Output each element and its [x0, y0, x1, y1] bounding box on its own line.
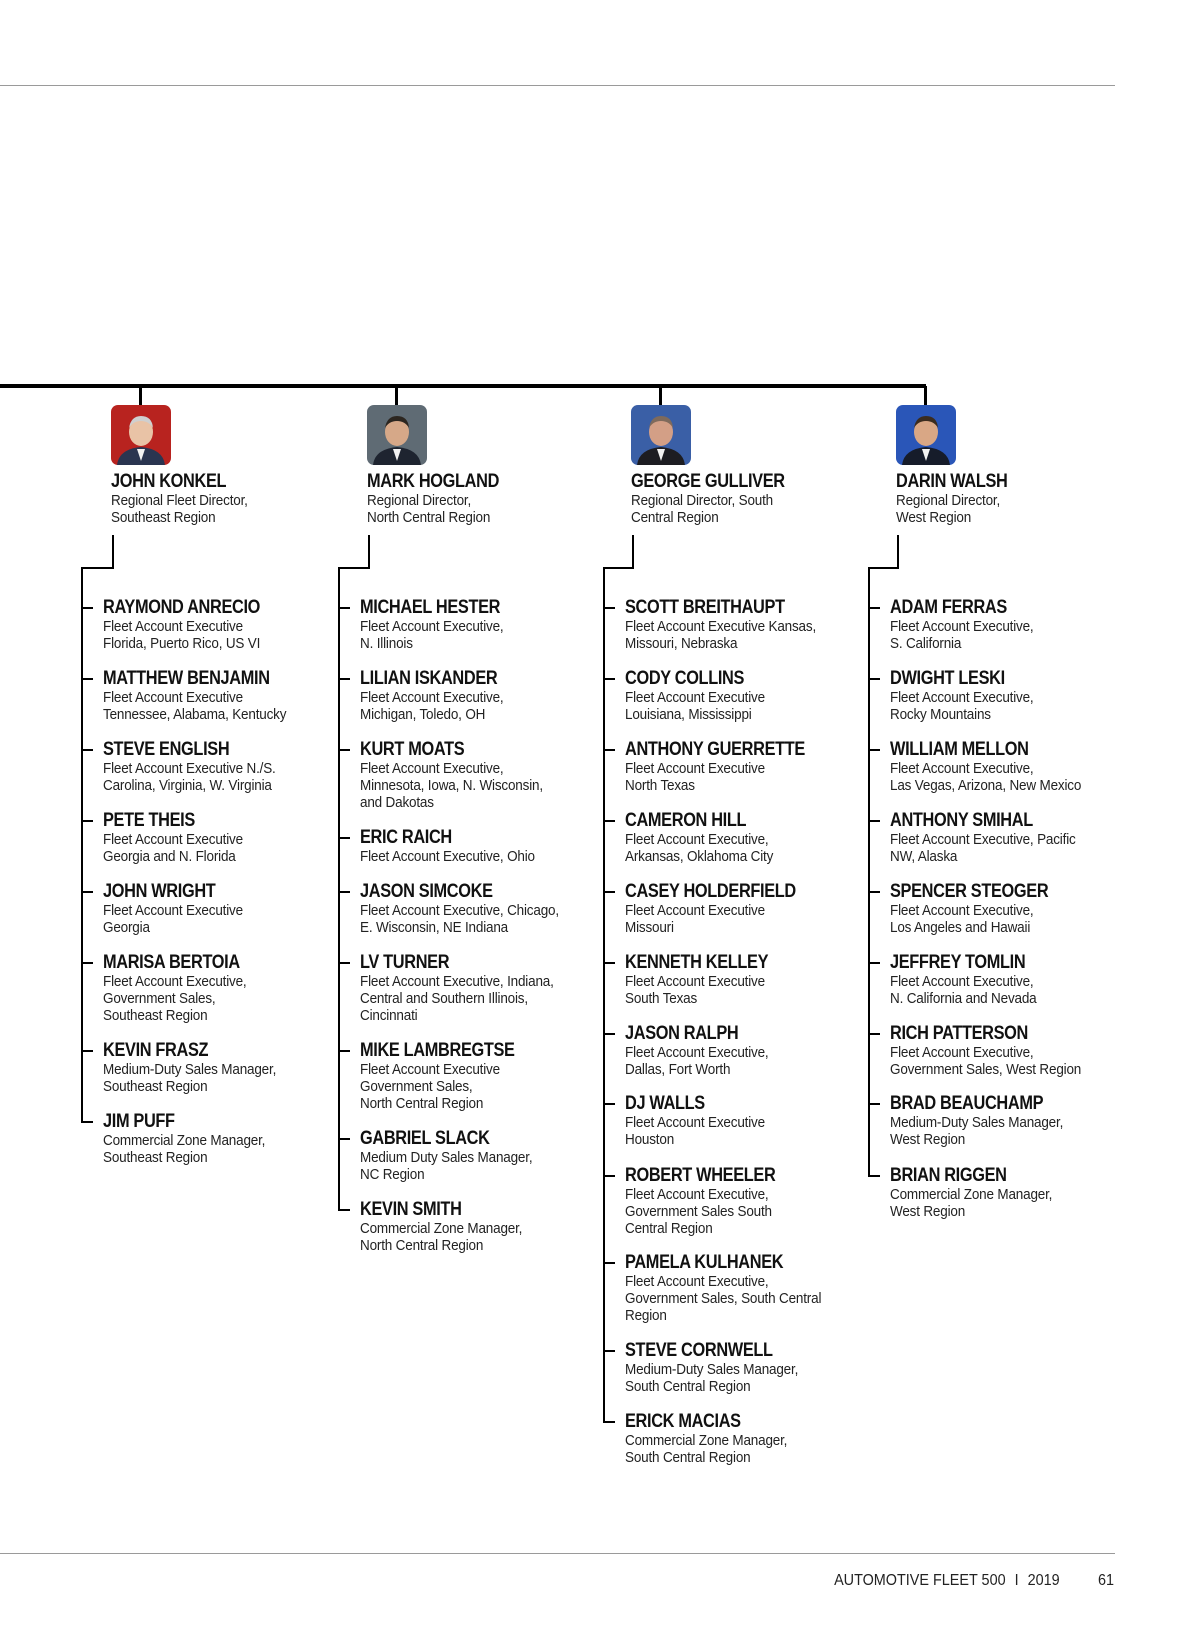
member-item: [625, 1166, 885, 1237]
member-name: ANTHONY SMIHAL: [890, 810, 1033, 831]
member-title: Fleet Account Executive, Indiana, Central and Southern Illinois, Cincinnati: [360, 973, 554, 1024]
director-block: [367, 472, 587, 526]
member-name: JEFFREY TOMLIN: [890, 952, 1026, 973]
member-tick: [338, 1138, 350, 1140]
member-tick: [338, 1050, 350, 1052]
member-name: DJ WALLS: [625, 1093, 705, 1114]
member-name: BRAD BEAUCHAMP: [890, 1093, 1044, 1114]
member-item: [103, 598, 363, 652]
member-title: Fleet Account Executive Government Sales, North Central Region: [360, 1061, 500, 1112]
footer-separator: I: [1014, 1572, 1019, 1589]
member-tick: [603, 820, 615, 822]
member-item: [625, 1024, 885, 1078]
member-title: Commercial Zone Manager, South Central Region: [625, 1432, 788, 1466]
member-title: Fleet Account Executive, Government Sales, Southeast Region: [103, 973, 247, 1024]
member-tick: [603, 962, 615, 964]
director-block: [896, 472, 1116, 526]
member-name: LV TURNER: [360, 952, 450, 973]
director-photo: [896, 405, 956, 465]
member-name: ERICK MACIAS: [625, 1411, 741, 1432]
connector-elbow-0: [81, 567, 114, 569]
member-tick: [603, 1421, 615, 1423]
director-stem-2: [659, 386, 662, 406]
member-item: [103, 669, 363, 723]
director-photo: [111, 405, 171, 465]
member-name: DWIGHT LESKI: [890, 668, 1005, 689]
member-item: [890, 953, 1150, 1007]
member-title: Medium Duty Sales Manager, NC Region: [360, 1149, 533, 1183]
member-name: WILLIAM MELLON: [890, 739, 1029, 760]
member-item: [360, 669, 620, 723]
member-name: LILIAN ISKANDER: [360, 668, 498, 689]
member-title: Fleet Account Executive, Dallas, Fort Worth: [625, 1044, 769, 1078]
page-number: 61: [1098, 1572, 1115, 1589]
member-item: [360, 953, 620, 1024]
member-name: STEVE ENGLISH: [103, 739, 230, 760]
member-item: [625, 1253, 885, 1324]
member-name: BRIAN RIGGEN: [890, 1165, 1007, 1186]
member-spine-0: [81, 567, 83, 1122]
member-name: CASEY HOLDERFIELD: [625, 881, 796, 902]
member-title: Fleet Account Executive Georgia: [103, 902, 243, 936]
member-title: Fleet Account Executive, Michigan, Toledo, OH: [360, 689, 504, 723]
member-item: [625, 740, 885, 794]
member-name: SPENCER STEOGER: [890, 881, 1049, 902]
member-title: Fleet Account Executive, Ohio: [360, 848, 535, 865]
footer-publication: AUTOMOTIVE FLEET 500: [834, 1572, 1006, 1589]
director-connector-1: [368, 535, 370, 569]
member-tick: [81, 891, 93, 893]
footer: [834, 1572, 1060, 1590]
member-tick: [603, 1033, 615, 1035]
bottom-rule: [0, 1553, 1115, 1554]
member-tick: [338, 607, 350, 609]
footer-year: 2019: [1027, 1572, 1060, 1589]
member-item: [890, 598, 1150, 652]
member-tick: [81, 1121, 93, 1123]
member-item: [103, 953, 363, 1024]
member-name: GABRIEL SLACK: [360, 1128, 490, 1149]
member-item: [625, 1341, 885, 1395]
member-title: Fleet Account Executive Houston: [625, 1114, 765, 1148]
member-tick: [868, 1175, 880, 1177]
member-title: Fleet Account Executive N./S. Carolina, Virginia, W. Virginia: [103, 760, 276, 794]
member-item: [625, 1094, 885, 1148]
member-title: Medium-Duty Sales Manager, Southeast Region: [103, 1061, 277, 1095]
member-spine-2: [603, 567, 605, 1422]
member-title: Fleet Account Executive, Chicago, E. Wisconsin, NE Indiana: [360, 902, 559, 936]
member-item: [625, 953, 885, 1007]
director-title: Regional Director, South Central Region: [631, 492, 774, 526]
member-title: Fleet Account Executive, Los Angeles and Hawaii: [890, 902, 1034, 936]
member-item: [625, 1412, 885, 1466]
member-item: [890, 1024, 1150, 1078]
member-tick: [338, 1209, 350, 1211]
member-name: JOHN WRIGHT: [103, 881, 216, 902]
member-tick: [338, 837, 350, 839]
member-name: PETE THEIS: [103, 810, 195, 831]
top-rule: [0, 85, 1115, 86]
member-item: [890, 1094, 1150, 1148]
member-title: Fleet Account Executive Missouri: [625, 902, 765, 936]
member-title: Fleet Account Executive Georgia and N. Florida: [103, 831, 243, 865]
member-item: [360, 1129, 620, 1183]
member-name: RICH PATTERSON: [890, 1023, 1029, 1044]
member-item: [103, 1041, 363, 1095]
member-title: Fleet Account Executive, N. Illinois: [360, 618, 504, 652]
connector-elbow-3: [868, 567, 899, 569]
member-name: ERIC RAICH: [360, 827, 452, 848]
member-title: Fleet Account Executive, Government Sales South Central Region: [625, 1186, 772, 1237]
member-item: [360, 882, 620, 936]
member-tick: [868, 891, 880, 893]
member-title: Commercial Zone Manager, West Region: [890, 1186, 1053, 1220]
member-tick: [868, 607, 880, 609]
director-title: Regional Director, North Central Region: [367, 492, 491, 526]
connector-elbow-1: [338, 567, 370, 569]
member-name: MIKE LAMBREGTSE: [360, 1040, 515, 1061]
member-name: ADAM FERRAS: [890, 597, 1007, 618]
member-tick: [81, 607, 93, 609]
member-name: CODY COLLINS: [625, 668, 745, 689]
member-item: [103, 740, 363, 794]
member-item: [103, 811, 363, 865]
member-item: [360, 740, 620, 811]
member-name: ANTHONY GUERRETTE: [625, 739, 805, 760]
member-name: SCOTT BREITHAUPT: [625, 597, 785, 618]
member-title: Medium-Duty Sales Manager, West Region: [890, 1114, 1064, 1148]
member-item: [890, 669, 1150, 723]
member-item: [890, 882, 1150, 936]
member-item: [625, 811, 885, 865]
member-item: [360, 828, 620, 865]
member-spine-1: [338, 567, 340, 1210]
member-title: Fleet Account Executive, Government Sales, West Region: [890, 1044, 1082, 1078]
director-stem-1: [395, 386, 398, 406]
member-name: RAYMOND ANRECIO: [103, 597, 261, 618]
director-connector-3: [897, 535, 899, 569]
director-name: JOHN KONKEL: [111, 471, 227, 492]
member-item: [103, 882, 363, 936]
member-tick: [603, 1175, 615, 1177]
member-title: Fleet Account Executive, Arkansas, Oklahoma City: [625, 831, 774, 865]
director-stem-3: [924, 386, 927, 406]
member-tick: [81, 820, 93, 822]
member-tick: [81, 962, 93, 964]
director-name: GEORGE GULLIVER: [631, 471, 785, 492]
member-title: Fleet Account Executive, S. California: [890, 618, 1034, 652]
member-item: [625, 882, 885, 936]
member-tick: [603, 749, 615, 751]
member-tick: [868, 962, 880, 964]
member-name: ROBERT WHEELER: [625, 1165, 776, 1186]
member-item: [890, 811, 1150, 865]
member-tick: [338, 678, 350, 680]
member-item: [360, 598, 620, 652]
member-tick: [868, 1103, 880, 1105]
member-title: Fleet Account Executive, Government Sales, South Central Region: [625, 1273, 822, 1324]
director-name: DARIN WALSH: [896, 471, 1008, 492]
member-name: KENNETH KELLEY: [625, 952, 769, 973]
member-tick: [603, 1262, 615, 1264]
member-tick: [603, 1103, 615, 1105]
member-tick: [81, 749, 93, 751]
member-name: JIM PUFF: [103, 1111, 175, 1132]
member-tick: [338, 962, 350, 964]
member-name: CAMERON HILL: [625, 810, 747, 831]
member-title: Fleet Account Executive, Las Vegas, Arizona, New Mexico: [890, 760, 1082, 794]
member-name: MARISA BERTOIA: [103, 952, 240, 973]
member-name: KEVIN FRASZ: [103, 1040, 209, 1061]
member-item: [360, 1200, 620, 1254]
member-name: KURT MOATS: [360, 739, 465, 760]
member-spine-3: [868, 567, 870, 1176]
director-name: MARK HOGLAND: [367, 471, 500, 492]
member-name: JASON RALPH: [625, 1023, 739, 1044]
member-title: Fleet Account Executive South Texas: [625, 973, 765, 1007]
member-item: [890, 1166, 1150, 1220]
member-title: Fleet Account Executive North Texas: [625, 760, 765, 794]
director-connector-0: [112, 535, 114, 569]
member-item: [360, 1041, 620, 1112]
member-title: Commercial Zone Manager, North Central Region: [360, 1220, 523, 1254]
member-tick: [338, 749, 350, 751]
member-name: PAMELA KULHANEK: [625, 1252, 784, 1273]
member-item: [103, 1112, 363, 1166]
member-title: Fleet Account Executive Louisiana, Mississippi: [625, 689, 765, 723]
member-item: [625, 598, 885, 652]
member-title: Fleet Account Executive Kansas, Missouri, Nebraska: [625, 618, 817, 652]
member-tick: [868, 749, 880, 751]
member-title: Fleet Account Executive, Rocky Mountains: [890, 689, 1034, 723]
member-name: MICHAEL HESTER: [360, 597, 501, 618]
director-block: [111, 472, 331, 526]
director-title: Regional Fleet Director, Southeast Region: [111, 492, 248, 526]
member-tick: [603, 607, 615, 609]
member-title: Fleet Account Executive, N. California and Nevada: [890, 973, 1037, 1007]
member-item: [890, 740, 1150, 794]
member-tick: [868, 1033, 880, 1035]
member-name: KEVIN SMITH: [360, 1199, 462, 1220]
member-tick: [81, 678, 93, 680]
member-name: MATTHEW BENJAMIN: [103, 668, 270, 689]
member-title: Fleet Account Executive Tennessee, Alabama, Kentucky: [103, 689, 287, 723]
director-title: Regional Director, West Region: [896, 492, 1001, 526]
member-title: Medium-Duty Sales Manager, South Central Region: [625, 1361, 799, 1395]
connector-elbow-2: [603, 567, 634, 569]
member-name: JASON SIMCOKE: [360, 881, 493, 902]
member-item: [625, 669, 885, 723]
member-tick: [868, 678, 880, 680]
member-tick: [603, 1350, 615, 1352]
member-title: Fleet Account Executive Florida, Puerto Rico, US VI: [103, 618, 261, 652]
member-tick: [603, 678, 615, 680]
director-connector-2: [632, 535, 634, 569]
director-photo: [631, 405, 691, 465]
member-tick: [868, 820, 880, 822]
member-tick: [603, 891, 615, 893]
member-tick: [81, 1050, 93, 1052]
director-photo: [367, 405, 427, 465]
member-title: Fleet Account Executive, Pacific NW, Alaska: [890, 831, 1076, 865]
member-title: Commercial Zone Manager, Southeast Region: [103, 1132, 266, 1166]
member-tick: [338, 891, 350, 893]
director-stem-0: [139, 386, 142, 406]
member-name: STEVE CORNWELL: [625, 1340, 773, 1361]
director-block: [631, 472, 851, 526]
member-title: Fleet Account Executive, Minnesota, Iowa, N. Wisconsin, and Dakotas: [360, 760, 543, 811]
